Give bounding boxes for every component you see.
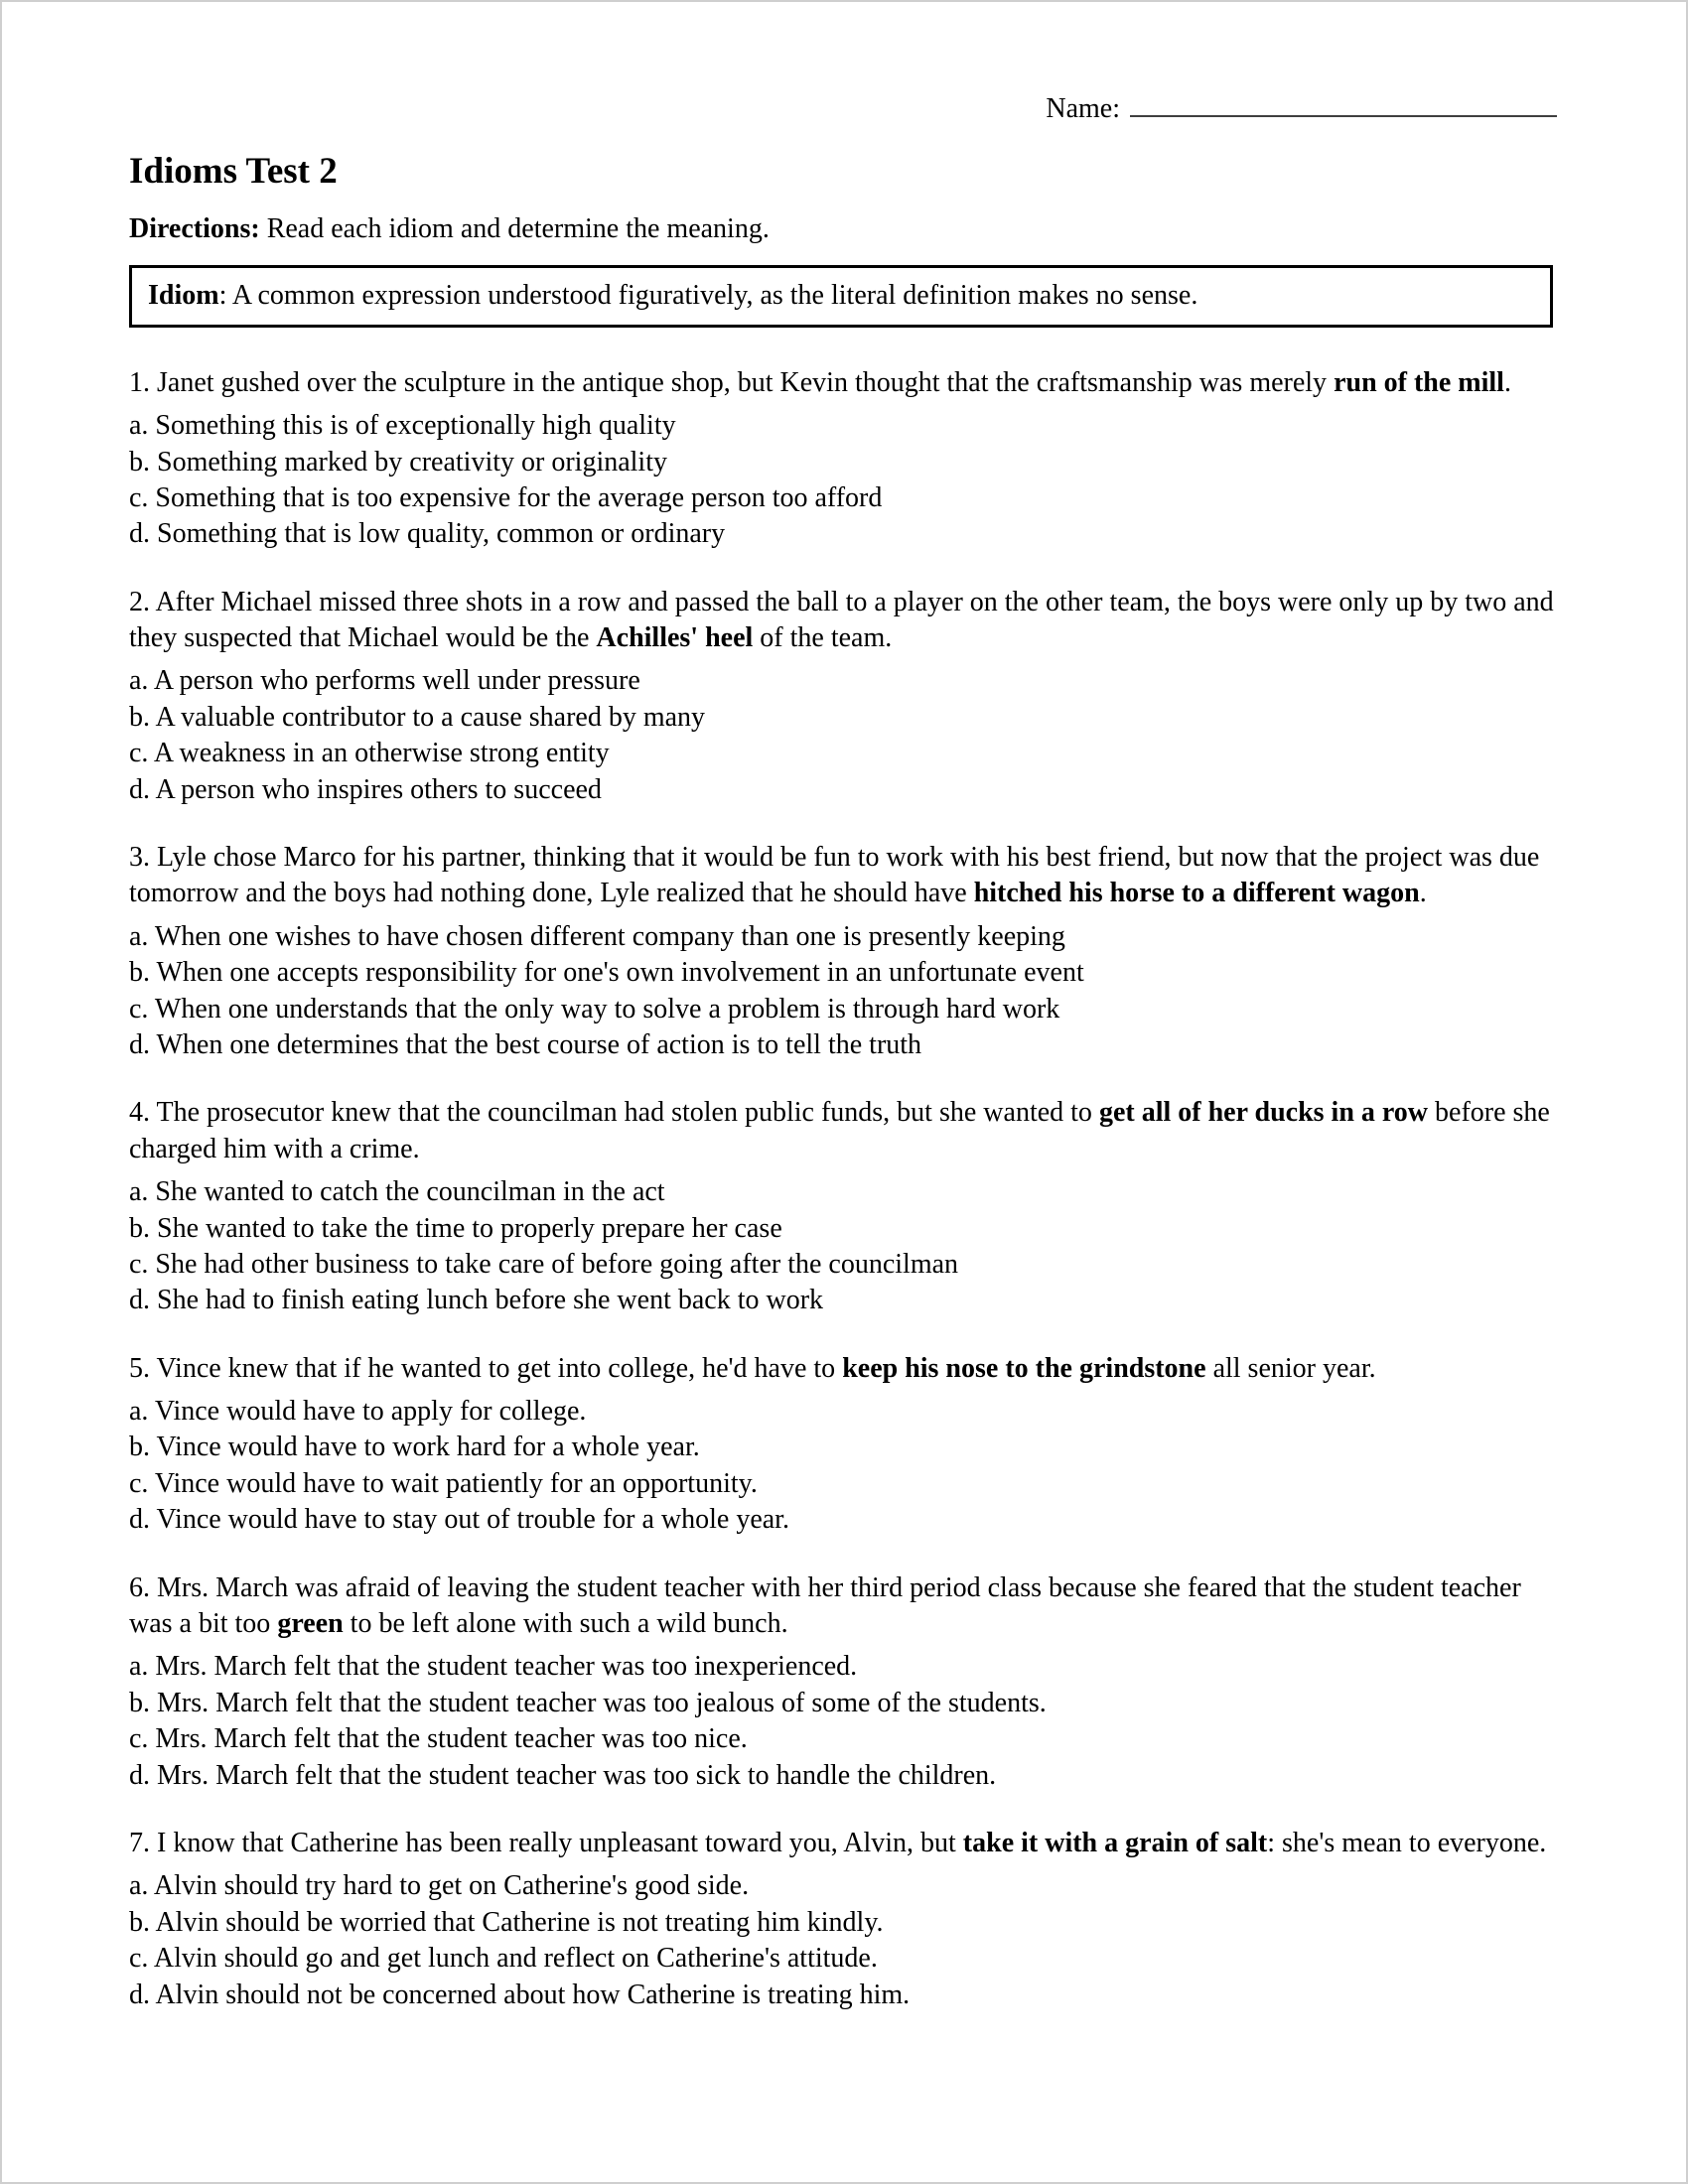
- question-idiom: hitched his horse to a different wagon: [973, 878, 1420, 909]
- question: [129, 1351, 1557, 1539]
- question-stem-pre: 1. Janet gushed over the sculpture in the antique shop, but Kevin thought that the craftsmanship was merely: [129, 366, 1335, 398]
- question: [129, 840, 1557, 1063]
- answer-option: c. She had other business to take care of before going after the councilman: [129, 1248, 959, 1280]
- question-stem: [129, 1351, 1557, 1387]
- question-idiom: run of the mill: [1334, 366, 1504, 398]
- question-stem-post: : she's mean to everyone.: [1267, 1828, 1547, 1858]
- definition-label: Idiom: [148, 280, 219, 312]
- question: [129, 1826, 1557, 2013]
- question-idiom: Achilles' heel: [596, 622, 754, 654]
- directions-label: Directions:: [129, 212, 260, 244]
- answer-option: d. Mrs. March felt that the student teacher was too sick to handle the children.: [129, 1759, 997, 1791]
- answer-option: b. A valuable contributor to a cause shared by many: [129, 701, 706, 733]
- answer-option: a. Alvin should try hard to get on Catherine's good side.: [129, 1870, 750, 1902]
- answer-option: d. Something that is low quality, common or ordinary: [129, 518, 726, 550]
- question: [129, 1570, 1557, 1794]
- definition-box: [129, 265, 1553, 327]
- question-stem-pre: 2. After Michael missed three shots in a row and passed the ball to a player on the other team, the boys were only up by two and they suspected that Michael would be the: [129, 586, 1554, 654]
- answer-option: b. She wanted to take the time to properly prepare her case: [129, 1212, 782, 1244]
- name-label: Name:: [1046, 93, 1120, 124]
- answer-option: a. A person who performs well under pressure: [129, 665, 640, 697]
- question-options: [129, 1868, 1557, 2013]
- question-idiom: get all of her ducks in a row: [1098, 1097, 1429, 1129]
- question-stem-pre: 7. I know that Catherine has been really unpleasant toward you, Alvin, but: [129, 1828, 963, 1858]
- answer-option: b. Mrs. March felt that the student teacher was too jealous of some of the students.: [129, 1687, 1047, 1718]
- question-idiom: green: [277, 1608, 344, 1640]
- answer-option: b. When one accepts responsibility for one's own involvement in an unfortunate event: [129, 957, 1084, 989]
- question-options: [129, 663, 1557, 808]
- answer-option: d. A person who inspires others to succeed: [129, 773, 602, 805]
- question-stem-post: all senior year.: [1205, 1352, 1376, 1384]
- answer-option: d. Vince would have to stay out of trouble for a whole year.: [129, 1504, 789, 1536]
- answer-option: a. Mrs. March felt that the student teacher was too inexperienced.: [129, 1651, 858, 1683]
- answer-option: b. Something marked by creativity or originality: [129, 446, 667, 478]
- answer-option: d. Alvin should not be concerned about how Catherine is treating him.: [129, 1979, 911, 2010]
- question-stem-pre: 4. The prosecutor knew that the councilman had stolen public funds, but she wanted to: [129, 1097, 1099, 1129]
- question-options: [129, 919, 1557, 1064]
- answer-option: a. When one wishes to have chosen different company than one is presently keeping: [129, 920, 1065, 952]
- question-stem-post: .: [1419, 878, 1427, 909]
- definition-text: : A common expression understood figuratively, as the literal definition makes no sense.: [218, 280, 1198, 312]
- question-stem: [129, 1095, 1557, 1167]
- question-stem-pre: 3. Lyle chose Marco for his partner, thinking that it would be fun to work with his best friend, but now that the project was due tomorrow and the boys had nothing done, Lyle realized that he should have: [129, 842, 1540, 909]
- answer-option: d. She had to finish eating lunch before she went back to work: [129, 1285, 824, 1316]
- directions: [129, 211, 1557, 247]
- answer-option: c. Alvin should go and get lunch and reflect on Catherine's attitude.: [129, 1943, 878, 1975]
- questions: [129, 365, 1557, 2013]
- answer-option: d. When one determines that the best course of action is to tell the truth: [129, 1028, 922, 1060]
- question-stem-pre: 6. Mrs. March was afraid of leaving the student teacher with her third period class because she feared that the student teacher was a bit too: [129, 1571, 1521, 1640]
- question-stem-pre: 5. Vince knew that if he wanted to get into college, he'd have to: [129, 1352, 843, 1384]
- question-options: [129, 1649, 1557, 1794]
- question-idiom: keep his nose to the grindstone: [842, 1352, 1206, 1384]
- answer-option: c. Vince would have to wait patiently for an opportunity.: [129, 1467, 758, 1499]
- page-title: Idioms Test 2: [129, 151, 338, 193]
- answer-option: a. Something this is of exceptionally high quality: [129, 410, 676, 442]
- name-blank: [1130, 89, 1557, 117]
- question-idiom: take it with a grain of salt: [962, 1828, 1268, 1858]
- directions-text: Read each idiom and determine the meaning.: [259, 212, 770, 244]
- question: [129, 365, 1557, 553]
- answer-option: b. Alvin should be worried that Catherine is not treating him kindly.: [129, 1906, 884, 1938]
- question-stem: [129, 585, 1557, 657]
- name-row: [129, 89, 1557, 127]
- question-stem: [129, 840, 1557, 912]
- answer-option: a. Vince would have to apply for college.: [129, 1396, 587, 1428]
- question-stem-post: to be left alone with such a wild bunch.: [343, 1608, 788, 1640]
- answer-option: c. When one understands that the only way to solve a problem is through hard work: [129, 993, 1060, 1024]
- answer-option: a. She wanted to catch the councilman in the act: [129, 1176, 665, 1208]
- question-options: [129, 1174, 1557, 1319]
- question-options: [129, 1394, 1557, 1539]
- answer-option: b. Vince would have to work hard for a whole year.: [129, 1432, 700, 1463]
- answer-option: c. Mrs. March felt that the student teacher was too nice.: [129, 1723, 748, 1755]
- question-stem-post: of the team.: [753, 622, 893, 654]
- question-stem: [129, 1570, 1557, 1643]
- question-options: [129, 408, 1557, 553]
- question: [129, 1095, 1557, 1318]
- question-stem-post: before she charged him with a crime.: [129, 1097, 1550, 1164]
- answer-option: c. A weakness in an otherwise strong entity: [129, 738, 610, 769]
- question-stem: [129, 1826, 1557, 1861]
- answer-option: c. Something that is too expensive for the average person too afford: [129, 481, 883, 513]
- question: [129, 585, 1557, 808]
- question-stem: [129, 365, 1557, 401]
- question-stem-post: .: [1503, 366, 1511, 398]
